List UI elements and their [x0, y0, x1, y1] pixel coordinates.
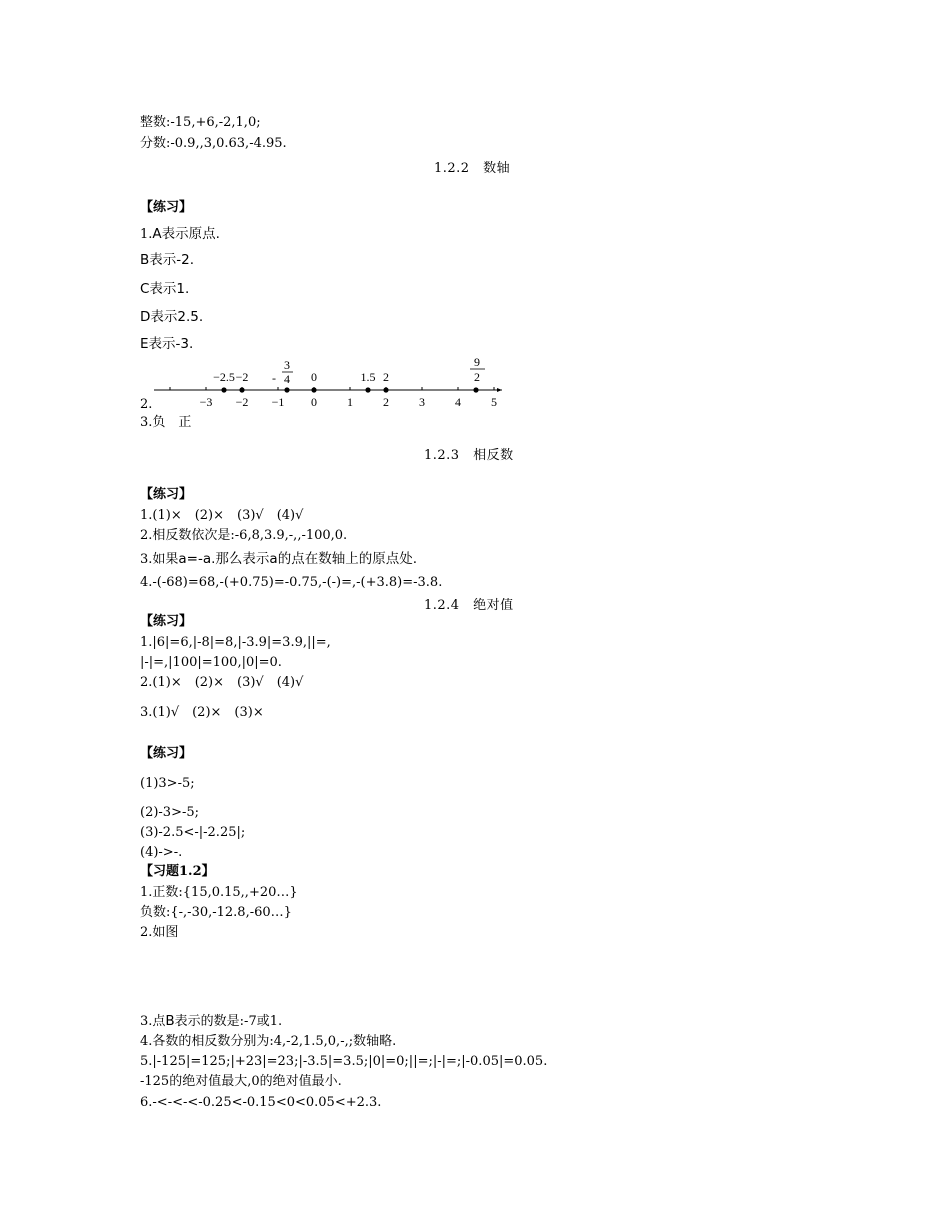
- exercise-q1-negative: 负数:{-,-30,-12.8,-60…}: [140, 905, 292, 920]
- answer-d: D表示2.5.: [140, 309, 204, 325]
- point-label: 1.5: [360, 370, 376, 384]
- answer-e: E表示-3.: [140, 336, 194, 352]
- item-prefix: 3.点: [140, 1014, 166, 1029]
- section-title-opposite: 1.2.3 相反数: [424, 448, 514, 463]
- point-label: 2: [383, 370, 389, 384]
- tick-label: 1: [347, 395, 353, 408]
- absolute-q3: 3.(1)√ (2)× (3)×: [140, 705, 264, 720]
- tick-label: −3: [199, 395, 213, 408]
- practice-heading-3: 【练习】: [140, 614, 193, 629]
- point-marker: [239, 387, 244, 392]
- point-marker: [284, 387, 289, 392]
- answer-a-text: A表示原点.: [152, 226, 220, 242]
- exercise-q5: 5.|-125|=125;|+23|=23;|-3.5|=3.5;|0|=0;||=;|-|=;|-0.05|=0.05.: [140, 1054, 548, 1069]
- exercise-q3: [140, 1013, 282, 1030]
- point-marker: [473, 387, 478, 392]
- answer-a: [140, 226, 220, 243]
- answer-c: C表示1.: [140, 281, 190, 297]
- opposite-q2: 2.相反数依次是:-6,8,3.9,-,,-100,0.: [140, 528, 348, 543]
- tick-label: −2: [235, 395, 249, 408]
- answer-b: B表示-2.: [140, 252, 195, 268]
- point-label: −2: [235, 370, 249, 384]
- number-line-figure: [152, 356, 504, 408]
- absolute-q1: 1.|6|=6,|-8|=8,|-3.9|=3.9,||=,: [140, 635, 331, 650]
- tick-label: −1: [271, 395, 285, 408]
- opposite-q4: 4.-(-68)=68,-(+0.75)=-0.75,-(-)=,-(+3.8)=-3.8.: [140, 575, 443, 590]
- line-integers: 整数:-15,+6,-2,1,0;: [140, 115, 261, 130]
- item-number: 1.: [140, 227, 153, 242]
- exercise-q6: 6.-<-<-<-0.25<-0.15<0<0.05<+2.3.: [140, 1095, 382, 1110]
- point-b-letter: B: [165, 1013, 175, 1029]
- exercise-q1-positive: 1.正数:{15,0.15,,+20…}: [140, 885, 298, 900]
- exercise-q4: 4.各数的相反数分别为:4,-2,1.5,0,-,;数轴略.: [140, 1034, 397, 1049]
- practice-heading-2: 【练习】: [140, 487, 193, 502]
- exercise-q5-cont: -125的绝对值最大,0的绝对值最小.: [140, 1074, 342, 1089]
- absolute-q1-cont: |-|=,|100|=100,|0|=0.: [140, 655, 282, 670]
- point-marker: [311, 387, 316, 392]
- tick-label: 0: [311, 395, 317, 408]
- compare-q3: (3)-2.5<-|-2.25|;: [140, 825, 246, 840]
- tick-label: 4: [455, 395, 461, 408]
- answer-2-number: 2.: [140, 397, 153, 412]
- tick-label: 5: [491, 395, 497, 408]
- exercise-heading: 【习题1.2】: [140, 864, 215, 879]
- answer-3-signs: 3.负 正: [140, 415, 192, 430]
- opposite-q3: [140, 551, 417, 568]
- opposite-q3-text: a=-a.那么表示a的点在数轴上的原点处.: [178, 551, 417, 567]
- item-prefix: 3.如果: [140, 552, 179, 567]
- axis-arrow: [497, 388, 502, 392]
- point-label-9-2-den: 2: [474, 370, 480, 384]
- point-label-neg-3-4-sign: -: [272, 371, 276, 385]
- compare-q4: (4)->-.: [140, 845, 183, 860]
- section-title-absolute: 1.2.4 绝对值: [424, 598, 514, 613]
- tick-label: 3: [419, 395, 425, 408]
- line-fractions: 分数:-0.9,,3,0.63,-4.95.: [140, 136, 287, 151]
- point-marker: [383, 387, 388, 392]
- exercise-q2: 2.如图: [140, 925, 179, 940]
- exercise-q3-text: 表示的数是:-7或1.: [174, 1014, 283, 1029]
- compare-q1: (1)3>-5;: [140, 776, 195, 791]
- practice-heading-1: 【练习】: [140, 200, 193, 215]
- point-marker: [365, 387, 370, 392]
- point-label-neg-3-4-num: 3: [284, 358, 290, 372]
- point-marker: [221, 387, 226, 392]
- section-title-number-line: 1.2.2 数轴: [434, 161, 511, 176]
- practice-heading-4: 【练习】: [140, 746, 193, 761]
- point-label: −2.5: [213, 370, 235, 384]
- absolute-q2: 2.(1)× (2)× (3)√ (4)√: [140, 675, 304, 690]
- point-label-neg-3-4-den: 4: [284, 372, 290, 386]
- opposite-q1: 1.(1)× (2)× (3)√ (4)√: [140, 508, 304, 523]
- point-label-9-2-num: 9: [474, 356, 480, 369]
- tick-label: 2: [383, 395, 389, 408]
- compare-q2: (2)-3>-5;: [140, 805, 200, 820]
- point-label: 0: [311, 370, 317, 384]
